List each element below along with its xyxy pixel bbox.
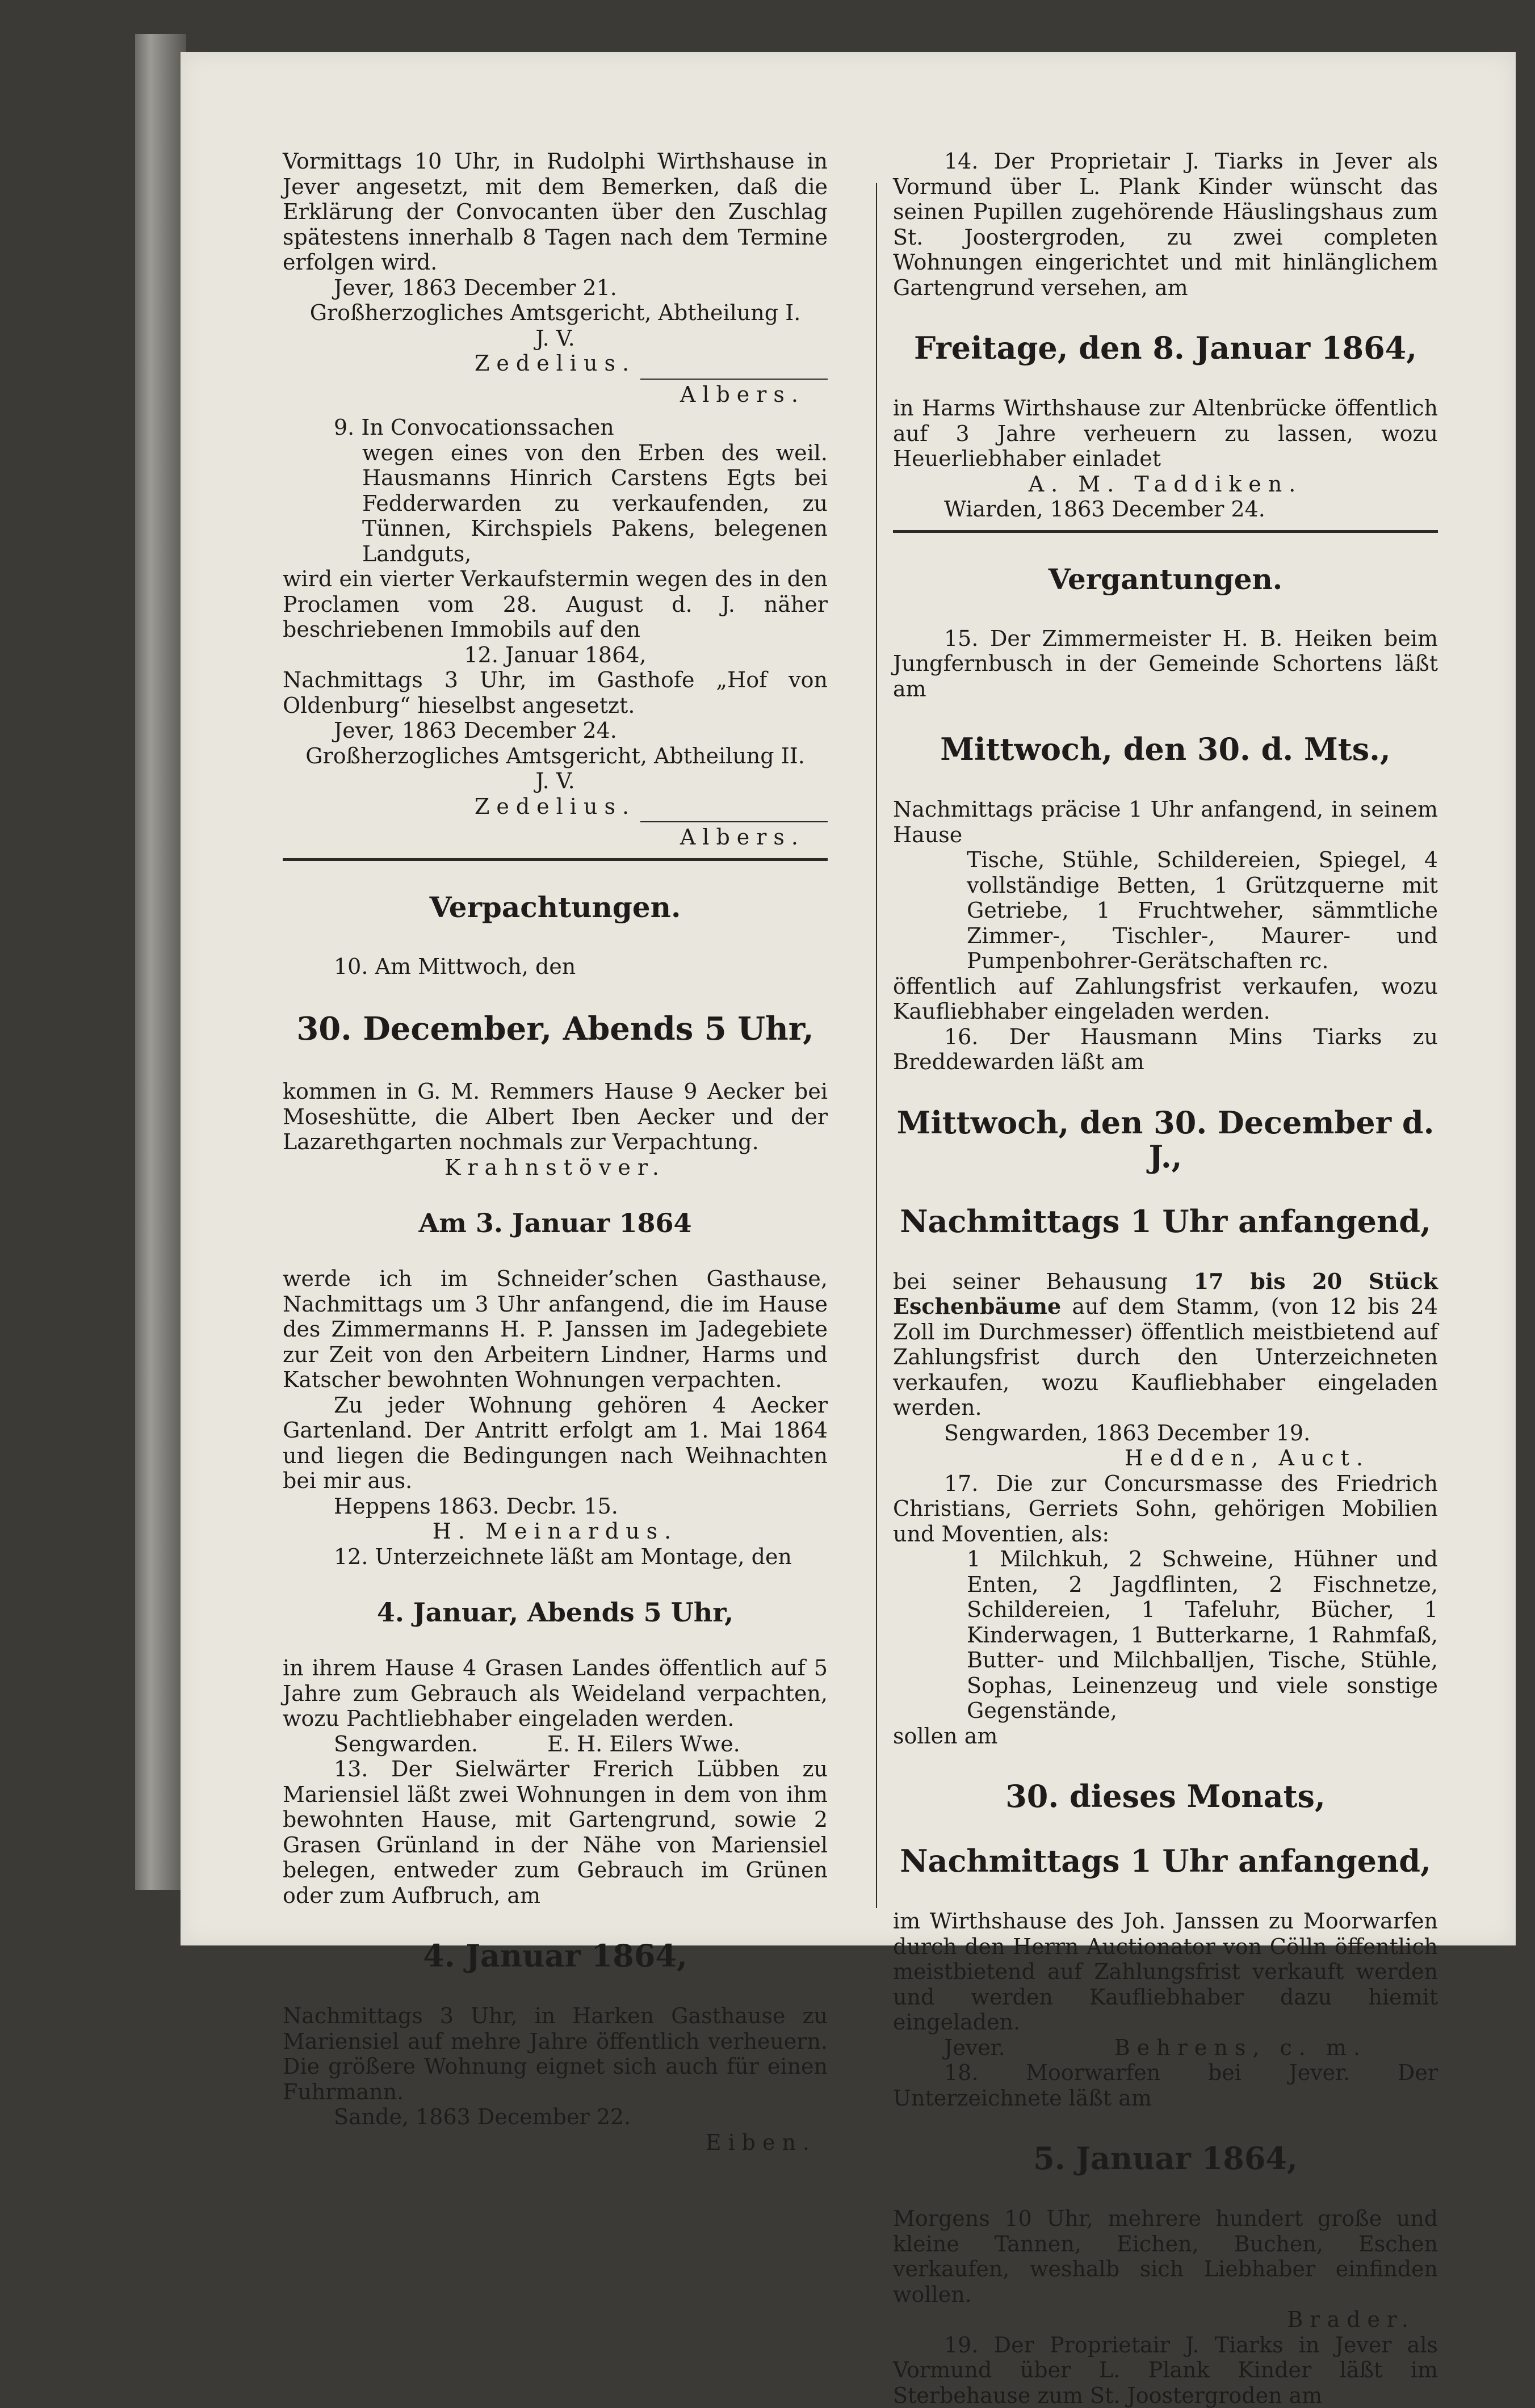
notice-11-signature: H. Meinardus. bbox=[283, 1519, 828, 1544]
notice-11-place: Heppens 1863. Decbr. 15. bbox=[283, 1494, 828, 1519]
notice-17-body3: im Wirthshause des Joh. Janssen zu Moorwarfen durch den Herrn Auctionator von Cölln öffentlich meistbietend auf Zahlungsfrist verkauft werden und werden Kaufliebhaber dazu hiemit eingeladen. bbox=[893, 1909, 1438, 2035]
notice-9-signature-2: Albers. bbox=[283, 825, 828, 850]
notice-13-place: Sande, 1863 December 22. bbox=[283, 2104, 828, 2130]
notice-19-body: 19. Der Proprietair J. Tiarks in Jever als Vormund über L. Plank Kinder läßt im Sterbehause zum St. Joostergroden am bbox=[893, 2333, 1438, 2408]
notice-16-time: Nachmittags 1 Uhr anfangend, bbox=[893, 1204, 1438, 1238]
notice-9-head: 9. In Convocationssachen bbox=[283, 415, 828, 440]
notice-11-date: Am 3. Januar 1864 bbox=[283, 1206, 828, 1240]
notice-10-signature: Krahnstöver. bbox=[283, 1155, 828, 1180]
notice-17-place: Jever. bbox=[944, 2035, 1005, 2060]
section-heading-verpachtungen: Verpachtungen. bbox=[283, 889, 828, 926]
notice-15-items: Tische, Stühle, Schildereien, Spiegel, 4 vollständige Betten, 1 Grützquerne mit Getriebe, 1 Fruchtweher, sämmtliche Zimmer-, Tischler-, Maurer- und Pumpenbohrer-Gerätschaften rc. bbox=[893, 847, 1438, 974]
notice-13-signature: Eiben. bbox=[283, 2130, 828, 2155]
book-spine bbox=[135, 34, 186, 1890]
column-divider bbox=[876, 183, 877, 1908]
notice-17-place-line bbox=[893, 2035, 1438, 2061]
notice-12-signature: E. H. Eilers Wwe. bbox=[547, 1732, 740, 1756]
notice-12-body: in ihrem Hause 4 Grasen Landes öffentlich auf 5 Jahre zum Gebrauch als Weideland verpachten, wozu Pachtliebhaber eingeladen werden. bbox=[283, 1655, 828, 1732]
notice-14-date: Freitage, den 8. Januar 1864, bbox=[893, 331, 1438, 365]
notice-8-court: Großherzogliches Amtsgericht, Abtheilung I. bbox=[283, 300, 828, 326]
notice-12-place-line bbox=[283, 1732, 828, 1757]
notice-12-place: Sengwarden. bbox=[334, 1732, 478, 1756]
notice-14-body: 14. Der Proprietair J. Tiarks in Jever als Vormund über L. Plank Kinder wünscht das seinen Pupillen zugehörende Häuslingshaus zum St. Joostergroden, zu zwei completen Wohnungen eingerichtet und mit hinlänglichem Gartengrund versehen, am bbox=[893, 149, 1438, 300]
notice-17-time: Nachmittags 1 Uhr anfangend, bbox=[893, 1844, 1438, 1878]
notice-16-body-a: bei seiner Behausung bbox=[893, 1269, 1194, 1294]
notice-18-body2: Morgens 10 Uhr, mehrere hundert große und kleine Tannen, Eichen, Buchen, Eschen verkaufen, weshalb sich Liebhaber einfinden wollen. bbox=[893, 2206, 1438, 2307]
right-column bbox=[893, 149, 1438, 2408]
notice-15-body: 15. Der Zimmermeister H. B. Heiken beim Jungfernbusch in der Gemeinde Schortens läßt am bbox=[893, 626, 1438, 702]
signature-rule bbox=[640, 379, 828, 380]
notice-17-signature: Behrens, c. m. bbox=[1114, 2035, 1367, 2060]
notice-14-body2: in Harms Wirthshause zur Altenbrücke öffentlich auf 3 Jahre verheuern zu lassen, wozu Heuerliebhaber einladet bbox=[893, 396, 1438, 472]
notice-14-place: Wiarden, 1863 December 24. bbox=[893, 497, 1438, 522]
notice-9-place: Jever, 1863 December 24. bbox=[283, 718, 828, 743]
notice-18-date: 5. Januar 1864, bbox=[893, 2141, 1438, 2175]
notice-16-signature: Hedden, Auct. bbox=[893, 1445, 1438, 1471]
notice-8-text: Vormittags 10 Uhr, in Rudolphi Wirthshause in Jever angesetzt, mit dem Bemerken, daß die Erklärung der Convocanten über den Zuschlag spätestens innerhalb 8 Tagen nach dem Termine erfolgen wird. bbox=[283, 149, 828, 275]
notice-13-date: 4. Januar 1864, bbox=[283, 1939, 828, 1973]
notice-17-body2: sollen am bbox=[893, 1724, 1438, 1749]
notice-9-sub: wegen eines von den Erben des weil. Hausmanns Hinrich Carstens Egts bei Fedderwarden zu verkaufenden, zu Tünnen, Kirchspiels Pakens, belegenen Landguts, bbox=[283, 440, 828, 567]
notice-18-signature: Brader. bbox=[893, 2307, 1438, 2333]
notice-8-signature-2: Albers. bbox=[283, 382, 828, 407]
notice-12-date: 4. Januar, Abends 5 Uhr, bbox=[283, 1595, 828, 1629]
notice-13-body2: Nachmittags 3 Uhr, in Harken Gasthause zu Mariensiel auf mehre Jahre öffentlich verheuern. Die größere Wohnung eignet sich auch für einen Fuhrmann. bbox=[283, 2003, 828, 2104]
notice-9-body: wird ein vierter Verkaufstermin wegen des in den Proclamen vom 28. August d. J. näher beschriebenen Immobils auf den bbox=[283, 566, 828, 642]
notice-10-head: 10. Am Mittwoch, den bbox=[283, 954, 828, 980]
left-column bbox=[283, 149, 828, 2155]
notice-16-body bbox=[893, 1269, 1438, 1421]
notice-17-items: 1 Milchkuh, 2 Schweine, Hühner und Enten, 2 Jagdflinten, 2 Fischnetze, Schildereien, 1 Tafeluhr, Bücher, 1 Kinderwagen, 1 Butterkarne, 1 Rahmfaß, Butter- und Milchballjen, Tische, Stühle, Sophas, Leinenzeug und viele sonstige Gegenstände, bbox=[893, 1547, 1438, 1724]
notice-8-signature-1: Zedelius. bbox=[283, 351, 828, 376]
notice-15-body2: Nachmittags präcise 1 Uhr anfangend, in seinem Hause bbox=[893, 797, 1438, 847]
notice-8-place: Jever, 1863 December 21. bbox=[283, 275, 828, 301]
notice-10-date: 30. December, Abends 5 Uhr, bbox=[283, 1011, 828, 1047]
notice-15-body3: öffentlich auf Zahlungsfrist verkaufen, wozu Kaufliebhaber eingeladen werden. bbox=[893, 974, 1438, 1024]
notice-14-signature: A. M. Taddiken. bbox=[893, 472, 1438, 497]
notice-16-date: Mittwoch, den 30. December d. J., bbox=[893, 1106, 1438, 1174]
notice-15-date: Mittwoch, den 30. d. Mts., bbox=[893, 732, 1438, 766]
notice-9-date: 12. Januar 1864, bbox=[283, 642, 828, 668]
notice-9-jv: J. V. bbox=[283, 768, 828, 794]
notice-16-body-bold: 17 bis 20 Stück Eschenbäume bbox=[893, 1268, 1438, 1319]
notice-11-body2: Zu jeder Wohnung gehören 4 Aecker Gartenland. Der Antritt erfolgt am 1. Mai 1864 und liegen die Bedingungen nach Weihnachten bei mir aus. bbox=[283, 1393, 828, 1494]
notice-17-body: 17. Die zur Concursmasse des Friedrich Christians, Gerriets Sohn, gehörigen Mobilien und Moventien, als: bbox=[893, 1471, 1438, 1547]
signature-rule bbox=[640, 821, 828, 822]
notice-8-jv: J. V. bbox=[283, 326, 828, 351]
section-rule bbox=[893, 530, 1438, 533]
notice-9-body2: Nachmittags 3 Uhr, im Gasthofe „Hof von Oldenburg“ hieselbst angesetzt. bbox=[283, 667, 828, 718]
notice-10-body: kommen in G. M. Remmers Hause 9 Aecker bei Moseshütte, die Albert Iben Aecker und der Lazarethgarten nochmals zur Verpachtung. bbox=[283, 1079, 828, 1155]
notice-9-court: Großherzogliches Amtsgericht, Abtheilung II. bbox=[283, 743, 828, 769]
notice-9-signature-1: Zedelius. bbox=[283, 794, 828, 820]
notice-16-body: 16. Der Hausmann Mins Tiarks zu Breddewarden läßt am bbox=[893, 1024, 1438, 1075]
notice-12-head: 12. Unterzeichnete läßt am Montage, den bbox=[283, 1544, 828, 1570]
notice-16-place: Sengwarden, 1863 December 19. bbox=[893, 1421, 1438, 1446]
newspaper-page bbox=[181, 52, 1516, 1945]
notice-17-date: 30. dieses Monats, bbox=[893, 1779, 1438, 1813]
notice-18-body: 18. Moorwarfen bei Jever. Der Unterzeichnete läßt am bbox=[893, 2060, 1438, 2111]
section-heading-vergantungen: Vergantungen. bbox=[893, 561, 1438, 598]
notice-13-body: 13. Der Sielwärter Frerich Lübben zu Mariensiel läßt zwei Wohnungen in dem von ihm bewohnten Hause, mit Gartengrund, sowie 2 Grasen Grünland in der Nähe von Mariensiel belegen, entweder zum Gebrauch im Grünen oder zum Aufbruch, am bbox=[283, 1756, 828, 1908]
section-rule bbox=[283, 858, 828, 861]
notice-16-body-c: auf dem Stamm, (von 12 bis 24 Zoll im Durchmesser) öffentlich meistbietend auf Zahlungsfrist durch den Unterzeichneten verkaufen, wozu Kaufliebhaber eingeladen werden. bbox=[893, 1294, 1438, 1420]
notice-11-body: werde ich im Schneider’schen Gasthause, Nachmittags um 3 Uhr anfangend, die im Hause des Zimmermanns H. P. Janssen im Jadegebiete zur Zeit von den Arbeitern Lindner, Harms und Katscher bewohnten Wohnungen verpachten. bbox=[283, 1266, 828, 1393]
